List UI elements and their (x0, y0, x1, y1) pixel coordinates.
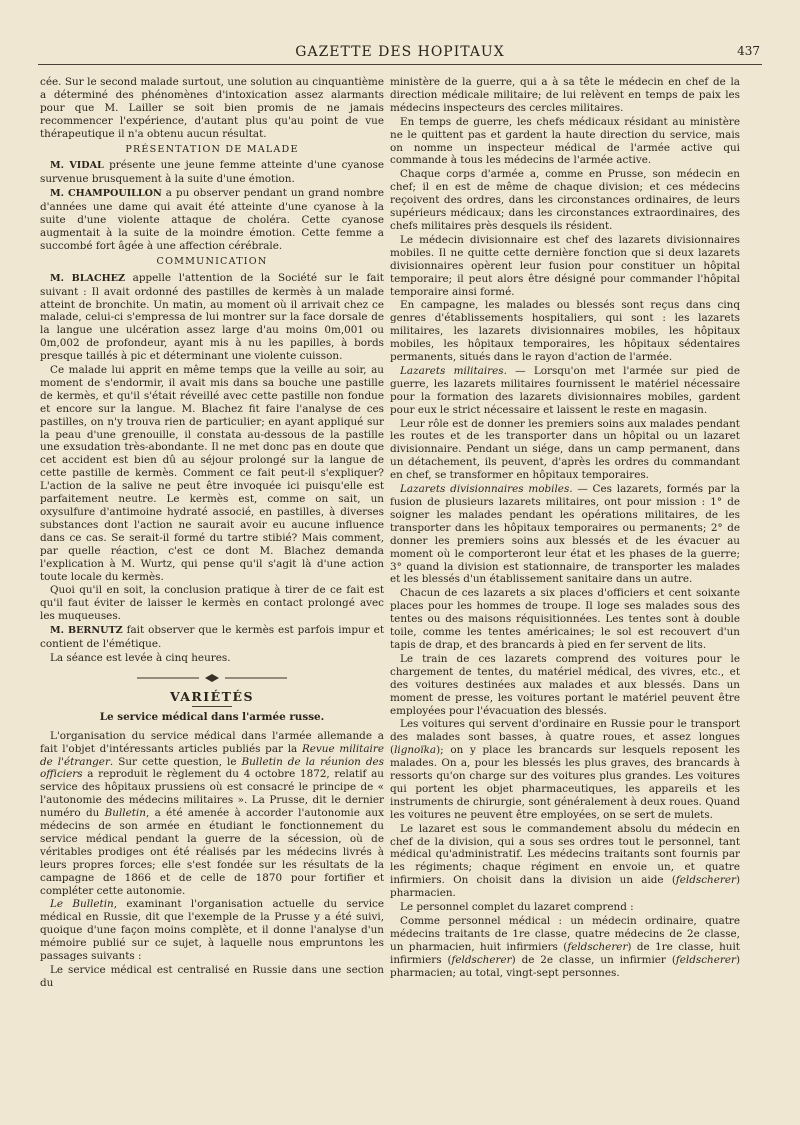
service-heading: Le service médical dans l'armée russe. (99, 710, 325, 723)
journal-title: Bulletin de la réunion des officiers (40, 755, 384, 781)
communication-heading: COMMUNICATION (156, 255, 268, 267)
left-column (40, 76, 384, 1111)
heading-rule (192, 706, 232, 707)
ministere-paragraph: ministère de la guerre, qui a à sa tête le médecin en chef de la direction médicale militaire; de lui relèvent en temps de paix les médecins inspecteurs des cercles militaires. (390, 76, 740, 114)
paragraph-text: L'organisation du service médical dans l'armée allemande a fait l'objet d'intéressants articles publiés par la (40, 729, 384, 755)
paragraph-text: Le lazaret est sous le commandement absolu du médecin en chef de la division, qui a sous ses ordres tout le personnel, tant médical qu'administratif. Les médecins traitants sont fournis par les régiments; chaque régiment en envoie un, et quatre infirmiers. On choisit dans la division un aide ( (390, 822, 740, 887)
journal-title: Bulletin (104, 807, 146, 820)
train-paragraph: Le train de ces lazarets comprend des voitures pour le chargement de tentes, du matériel médical, des vivres, etc., et des voitures destinées aux malades et aux blessés. Dans un moment de presse, les voitures portant le matériel peuvent être employées pour l'évacuation des blessés. (390, 652, 740, 717)
term: feldscherer (451, 953, 512, 966)
lazarets-divisionnaires-paragraph (390, 483, 740, 586)
right-column (390, 76, 740, 1111)
vidal-paragraph (40, 159, 384, 186)
paragraph-text: — Lorsqu'on met l'armée sur pied de guerre, les lazarets militaires fournissent le matériel nécessaire pour la formation des lazarets divisionnaires mobiles, gardent pour eux le strict nécessaire et laissent le reste en magasin. (390, 364, 740, 416)
subsection-title: Lazarets divisionnaires mobiles. (400, 483, 573, 496)
chacun-paragraph: Chacun de ces lazarets a six places d'officiers et cent soixante places pour les hommes de troupe. Il loge ses malades sous des tentes ou des maisons réquisitionnées. Les tentes sont à double toile, comme les tentes américaines; le sol est recouvert d'un tapis de drap, et des brancards à pied en fer servent de lits. (390, 587, 740, 651)
champouillon-paragraph (40, 187, 384, 253)
speaker-name: M. BLACHEZ (50, 272, 125, 284)
paragraph-text: . Sur cette question, le (109, 755, 242, 768)
paragraph-text: ) de 1re classe, huit infirmiers ( (390, 940, 740, 966)
paragraph-text: Les voitures qui servent d'ordinaire en Russie pour le transport des malades sont basses, à quatre roues, et assez longues ( (390, 718, 740, 757)
campagne-paragraph: En campagne, les malades ou blessés sont reçus dans cinq genres d'établissements hospitaliers, qui sont : les lazarets militaires, les lazarets divisionnaires mobiles, les hôpitaux mobiles, les hôpitaux temporaires, les hôpitaux sédentaires permanents, situés dans le rayon d'action de l'armée. (390, 299, 740, 364)
paragraph-text: ) de 2e classe, un infirmier ( (511, 953, 676, 966)
quoi-paragraph: Quoi qu'il en soit, la conclusion pratique à tirer de ce fait est qu'il faut éviter de laisser le kermès en contact prolongé avec les muqueuses. (40, 584, 384, 623)
presentation-heading: PRÉSENTATION DE MALADE (125, 143, 299, 155)
speaker-name: M. VIDAL (50, 160, 104, 172)
paragraph-text: ); on y place les brancards sur lesquels reposent les malades. On a, pour les blessés les plus graves, des brancards à ressorts qu'on charge sur des voitures plus grandes. Les voitures qui portent les objet pharmaceutiques, les appareils et les instruments de chirurgie, sont généralement à deux roues. Quand les voitures ne peuvent être employées, on se sert de mulets. (390, 744, 740, 821)
intro-paragraph: cée. Sur le second malade surtout, une solution au cinquantième a déterminé des phénomènes d'intoxication assez alarmants pour que M. Lailler se soit bien promis de ne jamais recommencer l'expérience, d'autant plus qu'au point de vue thérapeutique il n'a obtenu aucun résultat. (40, 76, 384, 140)
header-rule (38, 64, 762, 65)
blachez-paragraph (40, 272, 384, 363)
paragraph-text: présente une jeune femme atteinte d'une cyanose survenue brusquement à la suite d'une émotion. (40, 159, 384, 186)
bernutz-paragraph (40, 624, 384, 651)
temps-guerre-paragraph: En temps de guerre, les chefs médicaux résidant au ministère ne le quittent pas et gardent la haute direction du service, mais on nomme un inspecteur médical de l'armée active qui commande à tous les médecins de l'armée active. (390, 115, 740, 167)
paragraph-text: appelle l'attention de la Société sur le fait suivant : Il avait ordonné des pastilles de kermès à un malade atteint de bronchite. Un matin, au moment où il arrivait chez ce malade, celui-ci s'empressa de lui montrer sur la face dorsale de la langue une ulcération assez large d'au moins 0m,001 ou 0m,002 de profondeur, ayant mis à nu les papilles, à bords presque taillés à pic et déterminant une violente cuisson. (40, 271, 384, 363)
centralise-paragraph: Le service médical est centralisé en Russie dans une section du (40, 964, 384, 989)
paragraph-text: — Ces lazarets, formés par la fusion de plusieurs lazarets militaires, ont pour mission : 1° de soigner les malades pendant les opérations militaires, de les transporter dans les hôpitaux temporaires ou permanents; 2° de donner les premiers soins aux blessés et de les évacuer au moment où le comporteront leur état et les phases de la guerre; 3° quand la division est stationnaire, de transporter les malades et les blessés d'un établissement sanitaire dans un autre. (390, 483, 740, 586)
paragraph-text: fait observer que le kermès est parfois impur et contient de l'émétique. (40, 624, 384, 651)
term: feldscherer (675, 874, 736, 887)
malade-paragraph: Ce malade lui apprit en même temps que la veille au soir, au moment de s'endormir, il avait mis dans sa bouche une pastille de kermès, et qu'il s'était réveillé avec cette pastille non fondue et encore sur la langue. M. Blachez fit faire l'analyse de ces pastilles, on n'y trouva rien de particulier; en ayant appliqué sur la peau d'une grenouille, il constata au-dessous de la pastille une exsudation très-abondante. Il ne met donc pas en doute que cet accident est bien dû au séjour prolongé sur la langue de cette pastille de kermès. Comment ce fait peut-il s'expliquer? L'action de la salive ne peut être invoquée ici puisqu'elle est parfaitement neutre. Le kermès est, comme on sait, un oxysulfure d'antimoine hydraté associé, en pastilles, à diverses substances dont l'action ne saurait avoir eu aucune influence dans ce cas. Se serait-il formé du tartre stibié? Mais comment, par quelle réaction, c'est ce dont M. Blachez demanda l'explication à M. Wurtz, qui pense qu'il s'agit là d'une action toute locale du kermès. (40, 364, 384, 583)
paragraph-text: , examinant l'organisation actuelle du service médical en Russie, dit que l'exemple de la Prusse y a été suivi, quoique d'une façon moins complète, et il donne l'analyse d'un mémoire publié sur ce sujet, à laquelle nous empruntons les passages suivants : (40, 898, 384, 963)
journal-title: Le Bulletin (50, 898, 114, 911)
page-header-title: GAZETTE DES HOPITAUX (295, 44, 505, 60)
comme-paragraph (390, 915, 740, 980)
organisation-paragraph (40, 730, 384, 898)
paragraph-text: ) pharmacien. (390, 874, 740, 900)
bulletin-paragraph (40, 898, 384, 963)
paragraph-text: , a été amenée à accorder l'autonomie aux médecins de son armée en étudiant le fonctionnement du service médical pendant la guerre de la sécession, où de véritables prodiges ont été réalisés par les médecins livrés à leurs propres forces; elle s'est fondée sur les résultats de la campagne de 1866 et de celle de 1870 pour fortifier et compléter cette autonomie. (40, 807, 384, 897)
varietes-heading: VARIÉTÉS (169, 688, 255, 704)
lazaret-commandement-paragraph (390, 823, 740, 900)
subsection-title: Lazarets militaires. (400, 364, 507, 377)
ornament-divider (137, 673, 287, 683)
journal-title: Revue militaire de l'étranger (40, 742, 384, 768)
voitures-paragraph (390, 718, 740, 821)
role-paragraph: Leur rôle est de donner les premiers soins aux malades pendant les routes et de les transporter dans un hôpital ou un lazaret divisionnaire. Pendant un siége, dans un camp permanent, dans un détachement, ils peuvent, d'après les ordres du commandant en chef, se transformer en hôpitaux temporaires. (390, 417, 740, 482)
term: feldscherer (675, 953, 736, 966)
speaker-name: M. BERNUTZ (50, 625, 123, 637)
personnel-paragraph: Le personnel complet du lazaret comprend : (400, 901, 634, 914)
paragraph-text: a reproduit le règlement du 4 octobre 1872, relatif au service des hôpitaux prussiens où est consacré le principe de « l'autonomie des médecins militaires ». La Prusse, dit le dernier numéro du (40, 768, 384, 820)
paragraph-text: a pu observer pendant un grand nombre d'années une dame qui avait été atteinte d'une cyanose à la suite d'une violente attaque de choléra. Cette cyanose augmentait à la suite de la moindre émotion. Cette femme a succombé fort âgée à une affection cérébrale. (40, 187, 384, 252)
lazarets-militaires-paragraph (390, 365, 740, 417)
paragraph-text: Comme personnel médical : un médecin ordinaire, quatre médecins traitants de 1re classe, quatre médecins de 2e classe, un pharmacien, huit infirmiers ( (390, 915, 740, 953)
term: feldscherer (567, 940, 628, 953)
speaker-name: M. CHAMPOUILLON (50, 188, 162, 200)
paragraph-text: ) pharmacien; au total, vingt-sept personnes. (390, 953, 740, 979)
divisionnaire-paragraph: Le médecin divisionnaire est chef des lazarets divisionnaires mobiles. Il ne quitte cette dernière fonction que si deux lazarets divisionnaires opèrent leur fusion pour constituer un hôpital temporaire; il peut alors être désigné pour commander l'hôpital temporaire ainsi formé. (390, 233, 740, 298)
chaque-corps-paragraph: Chaque corps d'armée a, comme en Prusse, son médecin en chef; il en est de même de chaque division; et ces médecins reçoivent des ordres, dans les circonstances ordinaires, de leurs supérieurs médicaux; dans les circonstances extraordinaires, des chefs militaires près desquels ils résident. (390, 168, 740, 232)
term: lignoïka (394, 744, 437, 757)
page-number: 437 (737, 44, 760, 58)
seance-line: La séance est levée à cinq heures. (50, 651, 231, 664)
